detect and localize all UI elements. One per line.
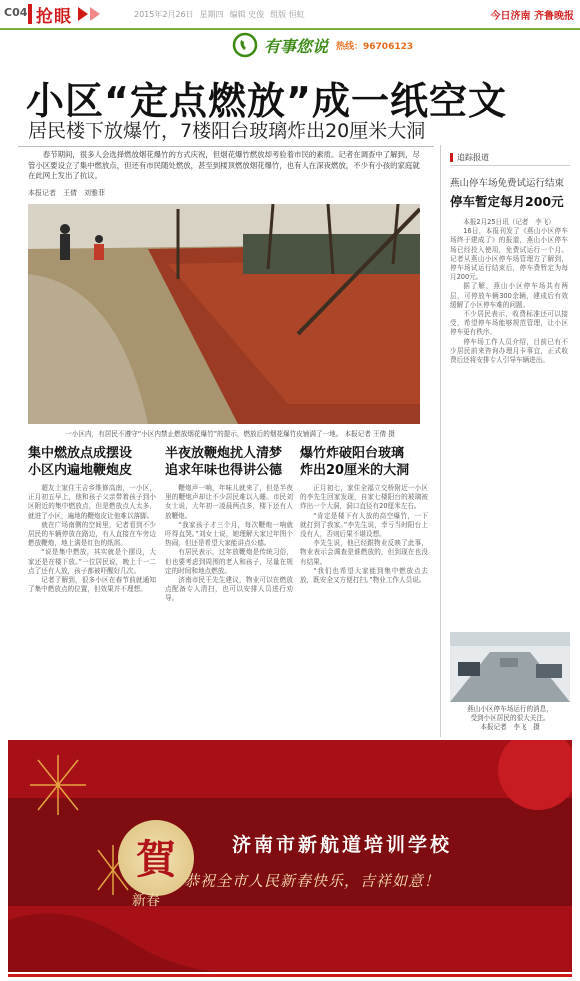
divider	[450, 165, 570, 166]
section-name: 抢眼	[36, 6, 72, 27]
new-year-label: 新春	[132, 893, 160, 909]
arrow-icon	[90, 7, 100, 21]
ad-greeting: 恭祝全市人民新春快乐，吉祥如意！	[184, 872, 441, 890]
photo-credit: 本报记者 李飞 摄	[480, 723, 540, 731]
sidebar-byline: 本报2月25日讯（记者 李飞）	[463, 218, 555, 226]
issue-date: 2015年2月26日	[134, 10, 194, 19]
subheadline: 居民楼下放爆竹，7楼阳台玻璃炸出20厘米大洞	[28, 120, 426, 142]
issue-designer: 组版 恒虹	[270, 10, 305, 19]
issue-editor: 编辑 史俊	[229, 10, 265, 19]
sidebar-photo-caption: 燕山小区停车场运行的消息， 受到小区居民的很大关注。 本报记者 李飞 摄	[452, 705, 568, 732]
article-byline: 本报记者 王倩 刘雅菲	[28, 189, 105, 197]
column-logo	[232, 32, 413, 58]
divider	[18, 146, 434, 147]
issue-meta	[134, 9, 305, 20]
follow-up-tag: 追踪报道	[450, 152, 489, 163]
hotline-number: 热线：96706123	[336, 41, 414, 52]
issue-weekday: 星期四	[199, 10, 224, 19]
ad-school-name: 济南市新航道培训学校	[232, 834, 453, 856]
sidebar-title: 停车暂定每月200元	[450, 194, 564, 209]
fu-character: 賀	[136, 836, 176, 883]
section-body-3: 正月初七，家住全福立交桥附近一小区的李先生回家发现，自家七楼阳台的玻璃被炸出一个大洞，洞口直径有20厘米左右。 “肯定是楼下有人放的高空爆竹，一下就打到了我家。”李先生说，幸亏当时阳台上没有人，否则后果不堪设想。 李先生说，他已经跟物业反映了此事，物业表示会调查是谁燃放的，但到现在也没有结果。 “我们也希望大家能到集中燃放点去放，既安全又方便打扫。”物业工作人员说。	[300, 484, 428, 585]
telephone-icon	[232, 32, 262, 58]
divider	[8, 974, 572, 977]
advertisement	[8, 740, 572, 972]
section-heading-2: 半夜放鞭炮扰人清梦 追求年味也得讲公德	[165, 446, 283, 478]
section-body-2: 鞭炮声一响，年味儿就来了，但是半夜里的鞭炮声却让不少居民难以入睡。市民刘女士说，大年初一凌晨两点多，楼下还有人放鞭炮。 “我家孩子才三个月，每次鞭炮一响就吓得直哭。”刘女士说，她理解大家过年图个热闹，但还是希望大家能讲点公德。 有居民表示，过年放鞭炮是传统习俗，但也要考虑到周围的老人和孩子，尽量在规定的时间和地点燃放。 济南市民王先生建议，物业可以在燃放点配备专人清扫，也可以安排人员进行劝导。	[165, 484, 293, 603]
headline: 小区“定点燃放”成一纸空文	[26, 79, 507, 123]
photo-caption: 一小区内，有居民不遵守“小区内禁止燃放烟花爆竹”的提示，燃放后的烟花爆竹皮铺满了一地。 本报记者 王倩 摄	[65, 430, 395, 438]
column-divider	[440, 145, 441, 737]
newspaper-masthead: 今日济南 齐鲁晚报	[490, 11, 574, 22]
column-title: 有事您说	[264, 36, 329, 56]
section-label	[28, 3, 100, 25]
sidebar-photo	[450, 632, 570, 702]
page-number: C04	[4, 6, 28, 19]
sidebar-kicker: 燕山停车场免费试运行结束	[450, 178, 565, 189]
section-body-1: 超友士家住王吉乡维修高南，一小区，正月初五早上，他和孩子父亲带着孩子到小区附近的集中燃放点，但是燃放点人太多，就进了小区，遍地的鞭炮皮让他难以落脚。 就在广场南侧的空间里，记者看到不少居民的车辆停放在路边，有人直接在车旁边燃放鞭炮，地上满是红色的纸屑。 “说是集中燃放，其实就是个摆设，大家还是在楼下放。”一位居民说，晚上十一二点了还有人放，孩子都被吓醒好几次。 记者了解到，很多小区在春节前就通知了集中燃放点的位置，但效果并不理想。	[28, 484, 156, 594]
main-photo	[28, 204, 420, 424]
sidebar-body: 本报2月25日讯（记者 李飞） 16日，本报刊发了《燕山小区停车场终于建成了》的报道，燕山小区停车场已经投入使用，免费试运行一个月。记者从燕山小区停车场管理方了解到，停车场试运行结束后，停车费暂定为每月200元。 据了解，燕山小区停车场共有两层，可停放车辆300余辆，建成后有效缓解了小区停车难的问题。 不少居民表示，收费标准还可以接受，希望停车场能够规范管理，让小区停车更有秩序。 停车场工作人员介绍，目前已有不少居民前来咨询办理月卡事宜，正式收费后还将安排专人引导车辆进出。	[450, 218, 568, 365]
section-heading-1: 集中燃放点成摆设 小区内遍地鞭炮皮	[28, 446, 133, 478]
article-lead: 春节期间，很多人会选择燃放烟花爆竹的方式庆祝，但烟花爆竹燃放却考验着市民的素质。记者在调查中了解到，尽管小区要设立了集中燃放点，但还有市民随处燃放，甚至到楼顶燃放烟花爆竹，也有人在深夜燃放，不少有小孩的家庭就在此网上发出了抗议。	[28, 150, 420, 180]
section-heading-3: 爆竹炸破阳台玻璃 炸出20厘米的大洞	[300, 446, 410, 478]
arrow-icon	[78, 7, 88, 21]
page-header	[0, 0, 580, 30]
